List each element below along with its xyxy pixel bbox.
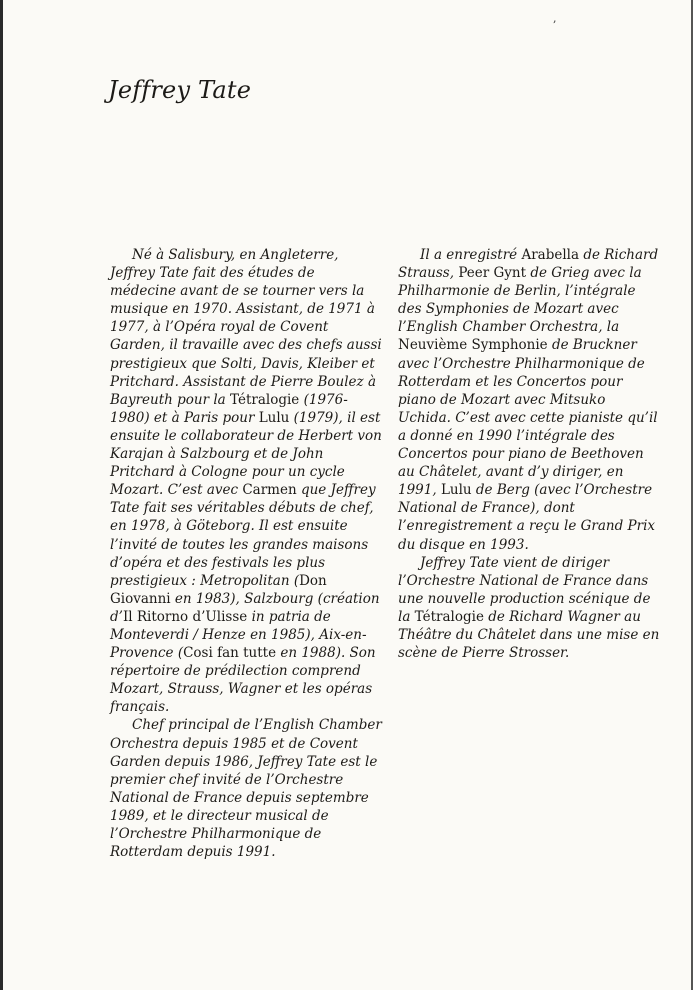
text-run: (1976-1980) et à Paris pour: [110, 391, 348, 426]
left-paragraph-1: [110, 246, 382, 716]
title-run: Peer Gynt: [458, 265, 527, 282]
text-run: de Richard Strauss,: [398, 247, 659, 282]
right-column: [398, 246, 660, 662]
title-run: Don Giovanni: [110, 572, 327, 607]
title-run: Lulu: [440, 482, 472, 499]
text-run: (1979), il est ensuite le collaborateur de Herbert von Karajan à Salzbourg et de John Pritchard à Cologne pour un cycle Mozart. C’est avec: [110, 409, 382, 499]
text-run: de Richard Wagner au Théâtre du Châtelet dans une mise en scène de Pierre Strosser.: [398, 608, 660, 662]
text-run: de Bruckner avec l’Orchestre Philharmonique de Rotterdam et les Concertos pour piano de Mozart avec Mitsuko Uchida. C’est avec cette pianiste qu’il a donné en 1990 l’intégrale des Concertos pour piano de Beethoven au Châtelet, avant d’y diriger, en 1991,: [398, 337, 658, 499]
text-run: Jeffrey Tate vient de diriger l’Orchestre National de France dans une nouvelle production scénique de la: [398, 554, 651, 625]
text-run: Né à Salisbury, en Angleterre, Jeffrey Tate fait des études de médecine avant de se tourner vers la musique en 1970. Assistant, de 1971 à 1977, à l’Opéra royal de Covent Garden, il travaille avec des chefs aussi prestigieux que Solti, Davis, Kleiber et Pritchard. Assistant de Pierre Boulez à Bayreuth pour la: [110, 247, 382, 408]
title-run: Cosi fan tutte: [183, 645, 277, 662]
title-run: Carmen: [242, 482, 297, 499]
page-left-edge: [0, 0, 3, 990]
right-paragraph-2: [398, 554, 660, 663]
right-paragraph-1: [398, 246, 660, 554]
title-run: Tétralogie: [230, 391, 300, 408]
corner-mark: ,: [553, 12, 557, 25]
title-run: Neuvième Symphonie: [398, 337, 548, 354]
title-run: Lulu: [258, 409, 290, 426]
text-run: que Jeffrey Tate fait ses véritables débuts de chef, en 1978, à Göteborg. Il est ensuite l’invité de toutes les grandes maisons d’opéra et des festivals les plus prestigieux : Metropolitan (: [110, 482, 376, 589]
title-run: Il Ritorno d’Ulisse: [122, 608, 248, 625]
title-run: Tétralogie: [414, 608, 484, 625]
text-run: Chef principal de l’English Chamber Orchestra depuis 1985 et de Covent Garden depuis 1986, Jeffrey Tate est le premier chef invité de l’Orchestre National de France depuis septembre 1989, et le directeur musical de l’Orchestre Philharmonique de Rotterdam depuis 1991.: [110, 717, 382, 861]
text-run: in patria de Monteverdi / Henze en 1985), Aix-en-Provence (: [110, 608, 367, 662]
text-run: de Grieg avec la Philharmonie de Berlin, l’intégrale des Symphonies de Mozart avec l’English Chamber Orchestra, la: [398, 265, 642, 336]
left-paragraph-2: [110, 716, 382, 861]
text-run: Il a enregistré: [420, 247, 522, 263]
text-run: en 1988). Son répertoire de prédilection comprend Mozart, Strauss, Wagner et les opéras français.: [110, 645, 376, 716]
left-column: [110, 246, 382, 861]
text-run: de Berg (avec l’Orchestre National de France), dont l’enregistrement a reçu le Grand Prix du disque en 1993.: [398, 482, 656, 553]
text-run: en 1983), Salzbourg (création d’: [110, 590, 380, 625]
title-run: Arabella: [521, 247, 580, 263]
page-title: Jeffrey Tate: [108, 76, 252, 105]
